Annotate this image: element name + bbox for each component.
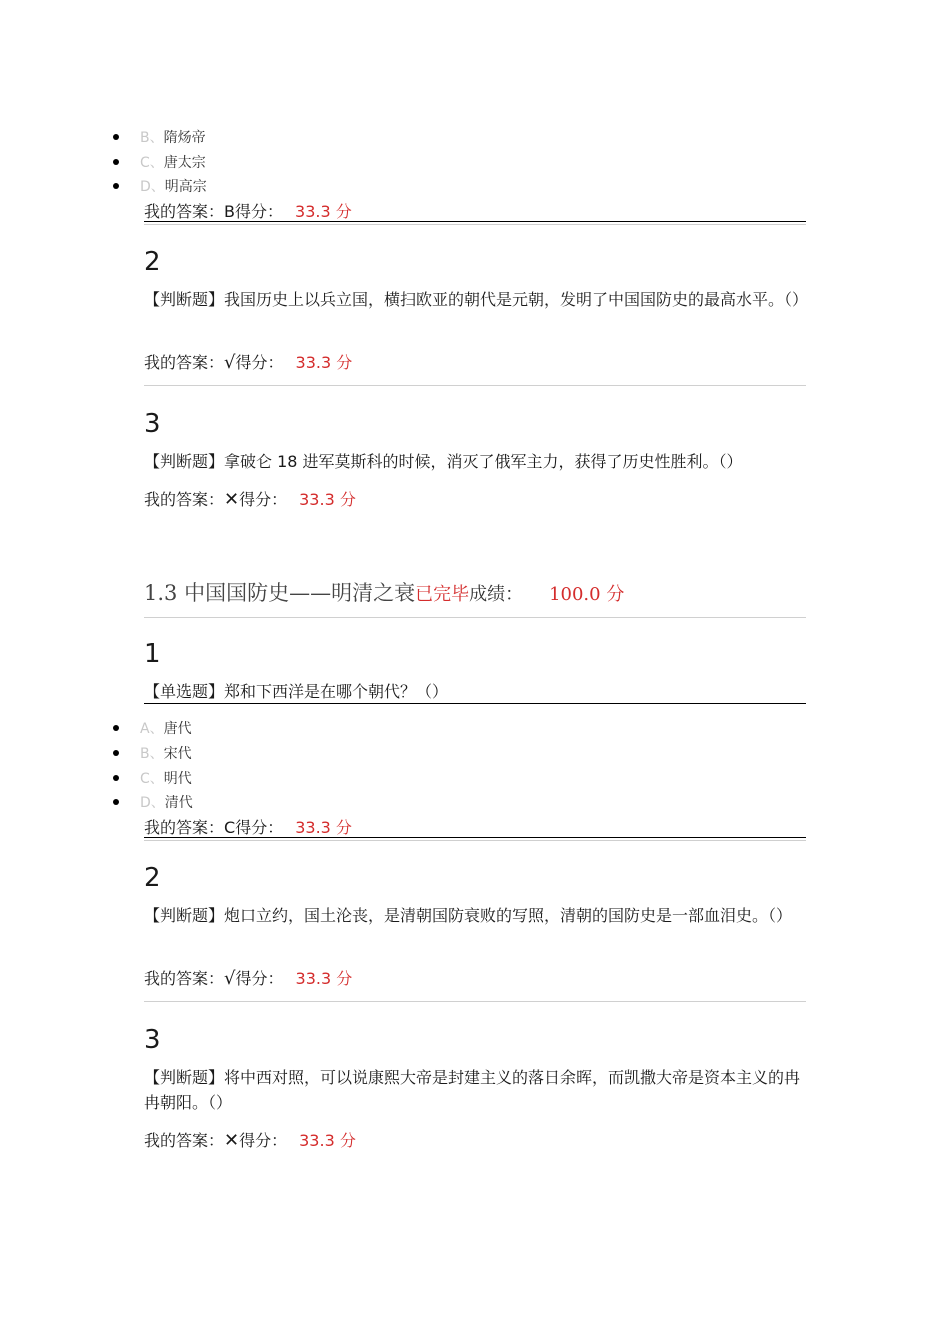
list-item: C、唐太宗: [113, 154, 206, 172]
question-text: 【单选题】郑和下西洋是在哪个朝代？（）: [144, 682, 449, 701]
question-text: 【判断题】炮口立约，国土沦丧，是清朝国防衰败的写照，清朝的国防史是一部血泪史。（）: [144, 906, 793, 925]
bullet: [113, 159, 119, 165]
score-value: 33.3 分: [295, 818, 352, 837]
list-item: B、隋炀帝: [113, 129, 206, 147]
my-answer: 我的答案：B得分： 33.3 分: [144, 202, 352, 221]
list-item: D、清代: [113, 794, 193, 812]
score-value: 33.3 分: [295, 969, 353, 988]
question-number: 1: [144, 639, 161, 669]
question-number: 3: [144, 1025, 161, 1055]
question-number: 2: [144, 247, 161, 277]
my-answer: 我的答案：√得分： 33.3 分: [144, 352, 353, 373]
score-value: 33.3 分: [299, 1131, 356, 1150]
my-answer: 我的答案：√得分： 33.3 分: [144, 968, 353, 989]
my-answer: 我的答案：C得分： 33.3 分: [144, 818, 352, 837]
score-value: 33.3 分: [295, 202, 352, 221]
question-text: 【判断题】将中西对照，可以说康熙大帝是封建主义的落日余晖，而凯撒大帝是资本主义的冉冉朝阳。（）: [144, 1068, 801, 1112]
bullet: [113, 750, 119, 756]
section-score: 100.0 分: [549, 584, 625, 605]
question-number: 2: [144, 863, 161, 893]
my-answer: 我的答案：✕得分： 33.3 分: [144, 489, 356, 510]
question-number: 3: [144, 409, 161, 439]
bullet: [113, 725, 119, 731]
section-title: 1.3 中国国防史——明清之衰已完毕成绩： 100.0 分: [144, 581, 625, 605]
divider: [144, 837, 806, 838]
list-item: A、唐代: [113, 720, 192, 738]
question-text: 【判断题】我国历史上以兵立国，横扫欧亚的朝代是元朝，发明了中国国防史的最高水平。（）: [144, 290, 809, 309]
status-badge: 已完毕: [415, 584, 470, 605]
list-item: C、明代: [113, 770, 192, 788]
bullet: [113, 134, 119, 140]
score-value: 33.3 分: [299, 490, 356, 509]
divider: [144, 221, 806, 222]
list-item: D、明高宗: [113, 178, 207, 196]
bullet: [113, 775, 119, 781]
divider: [144, 385, 806, 386]
score-value: 33.3 分: [295, 353, 353, 372]
bullet: [113, 183, 119, 189]
divider: [144, 617, 806, 618]
divider: [144, 1001, 806, 1002]
bullet: [113, 799, 119, 805]
question-text: 【判断题】拿破仑 18 进军莫斯科的时候，消灭了俄军主力，获得了历史性胜利。（）: [144, 452, 743, 471]
divider: [144, 703, 806, 704]
list-item: B、宋代: [113, 745, 192, 763]
my-answer: 我的答案：✕得分： 33.3 分: [144, 1130, 356, 1151]
